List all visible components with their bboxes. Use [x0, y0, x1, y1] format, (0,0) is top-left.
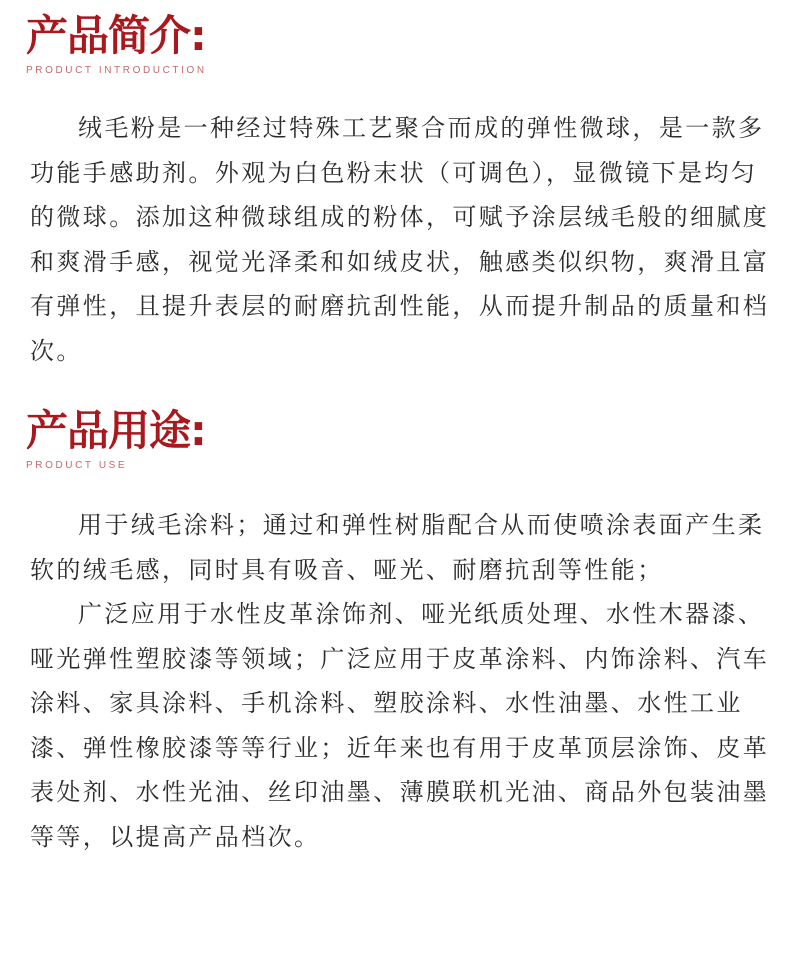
section-body: [30, 106, 780, 373]
paragraph: 绒毛粉是一种经过特殊工艺聚合而成的弹性微球，是一款多功能手感助剂。外观为白色粉末状（可调色），显微镜下是均匀的微球。添加这种微球组成的粉体，可赋予涂层绒毛般的细腻度和爽滑手感，视觉光泽柔和如绒皮状，触感类似织物，爽滑且富有弹性，且提升表层的耐磨抗刮性能，从而提升制品的质量和档次。: [30, 114, 770, 365]
paragraph: 广泛应用于水性皮革涂饰剂、哑光纸质处理、水性木器漆、哑光弹性塑胶漆等领域；广泛应用于皮革涂料、内饰涂料、汽车涂料、家具涂料、手机涂料、塑胶涂料、水性油墨、水性工业漆、弹性橡胶漆等等行业；近年来也有用于皮革顶层涂饰、皮革表处剂、水性光油、丝印油墨、薄膜联机光油、商品外包装油墨等等，以提高产品档次。: [30, 600, 770, 851]
section-subtitle: PRODUCT USE: [26, 460, 128, 471]
paragraph: 用于绒毛涂料；通过和弹性树脂配合从而使喷涂表面产生柔软的绒毛感，同时具有吸音、哑光、耐磨抗刮等性能；: [30, 511, 765, 584]
section-subtitle: PRODUCT INTRODUCTION: [26, 65, 207, 76]
section-title: 产品简介:: [26, 11, 206, 60]
section-body: [30, 503, 780, 859]
section-title: 产品用途:: [26, 406, 206, 455]
